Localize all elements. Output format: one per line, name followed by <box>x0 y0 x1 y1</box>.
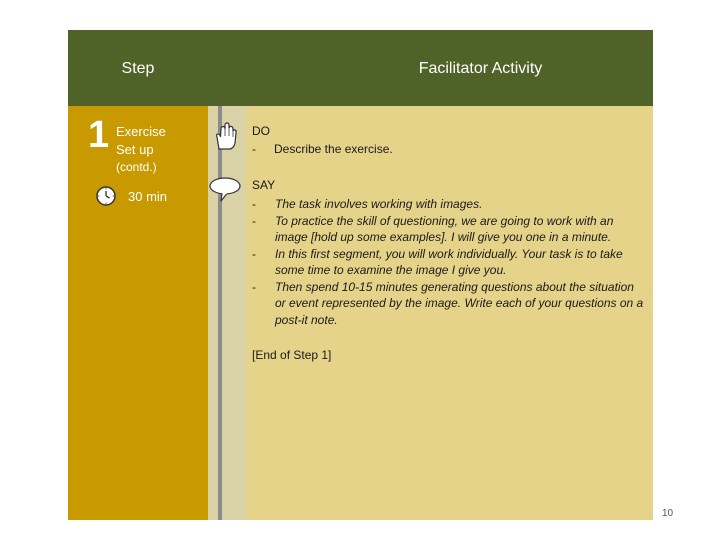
say-item-text: Then spend 10-15 minutes generating questions about the situation or event represented by the image. Write each of your questions on a post-it note. <box>275 279 644 327</box>
hand-icon <box>211 121 239 151</box>
say-item-text: In this first segment, you will work individually. Your task is to take some time to examine the image I give you. <box>275 246 623 277</box>
say-item <box>252 196 647 213</box>
say-item-dash: - <box>252 246 256 261</box>
page-number: 10 <box>662 508 674 519</box>
do-item-text: Describe the exercise. <box>274 142 393 156</box>
end-of-step-note: [End of Step 1] <box>252 348 332 362</box>
activity-column-header: Facilitator Activity <box>418 60 543 77</box>
icon-column <box>208 106 246 520</box>
step-column-header: Step <box>121 60 155 77</box>
timeline-divider <box>218 106 222 520</box>
say-item-dash: - <box>252 197 256 211</box>
say-item <box>252 213 647 246</box>
step-number: 1 <box>88 114 110 156</box>
do-item-dash: - <box>252 142 256 156</box>
step-title <box>116 123 206 159</box>
say-heading: SAY <box>252 178 276 192</box>
step-title-line2: Set up <box>116 142 154 157</box>
step-title-line1: Exercise <box>116 124 166 139</box>
step-subtitle: (contd.) <box>116 160 157 174</box>
say-item-dash: - <box>252 279 256 294</box>
speech-bubble-icon <box>208 176 242 204</box>
say-list <box>252 196 647 328</box>
table-header <box>68 30 653 106</box>
say-item-dash: - <box>252 213 256 228</box>
clock-icon <box>96 186 116 206</box>
step-duration: 30 min <box>128 189 168 204</box>
say-item-text: The task involves working with images. <box>275 197 483 211</box>
say-item-text: To practice the skill of questioning, we are going to work with an image [hold up some examples]. I will give you one in a minute. <box>275 213 614 244</box>
say-item <box>252 279 647 329</box>
do-heading: DO <box>252 124 270 138</box>
say-item <box>252 246 647 279</box>
